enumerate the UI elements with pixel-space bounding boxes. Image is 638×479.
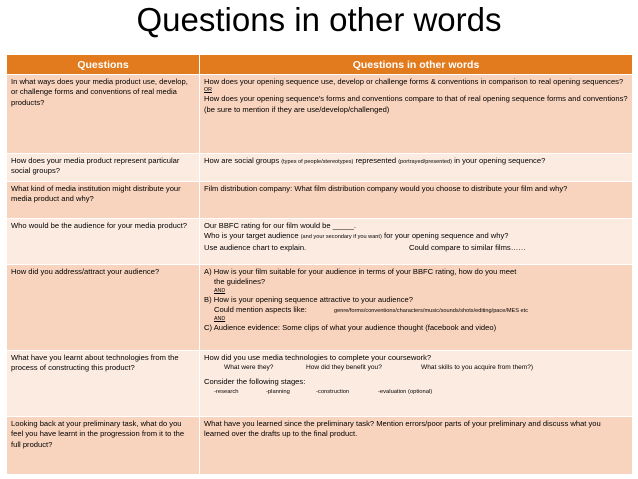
question-cell: How does your media product represent particular social groups? bbox=[7, 154, 200, 182]
rephrase-cell: Film distribution company: What film distribution company would you choose to distribute your film and why? bbox=[200, 182, 633, 219]
sub-question: What were they? bbox=[224, 364, 274, 372]
questions-table bbox=[6, 54, 633, 475]
and-label: AND bbox=[214, 316, 226, 323]
rephrase-text: Who is your target audience bbox=[204, 231, 299, 241]
rephrase-text: the guidelines? bbox=[214, 277, 266, 287]
rephrase-text: Use audience chart to explain. bbox=[204, 242, 307, 252]
question-cell: Who would be the audience for your media product? bbox=[7, 219, 200, 265]
table-row bbox=[7, 351, 633, 417]
rephrase-cell bbox=[200, 265, 633, 351]
rephrase-text: Our BBFC rating for our film would be _____. bbox=[204, 221, 356, 230]
question-cell: In what ways does your media product use, develop, or challenge forms and conventions of real media products? bbox=[7, 75, 200, 154]
or-label: OR bbox=[204, 87, 212, 94]
rephrase-text: Could mention aspects like: bbox=[214, 304, 307, 314]
table-row bbox=[7, 265, 633, 351]
rephrase-cell bbox=[200, 75, 633, 154]
sub-question: How did they benefit you? bbox=[306, 364, 382, 372]
rephrase-text: represented bbox=[355, 156, 397, 165]
table-header-row bbox=[7, 55, 633, 75]
slide-title: Questions in other words bbox=[136, 1, 502, 38]
question-cell: What have you learnt about technologies from the process of constructing this product? bbox=[7, 351, 200, 417]
rephrase-text: How does your opening sequence's forms and conventions compare to that of real opening sequence forms and conventions? (be sure to mention if they are use/develop/challenged) bbox=[204, 94, 628, 114]
table-row bbox=[7, 219, 633, 265]
header-questions-in-other-words: Questions in other words bbox=[200, 55, 633, 75]
stage-item: -research bbox=[214, 388, 239, 395]
rephrase-note: genre/forms/conventions/characters/music/sounds/shots/editing/pace/MES etc bbox=[334, 307, 529, 314]
table-row bbox=[7, 75, 633, 154]
rephrase-cell bbox=[200, 219, 633, 265]
rephrase-text: in your opening sequence? bbox=[454, 156, 546, 165]
table-row bbox=[7, 182, 633, 219]
rephrase-text: B) How is your opening sequence attractive to your audience? bbox=[204, 294, 413, 304]
table-row bbox=[7, 417, 633, 475]
sub-question: What skills to you acquire from them?) bbox=[421, 364, 534, 372]
rephrase-text: How does your opening sequence use, develop or challenge forms & conventions in comparison to real opening sequences? bbox=[204, 77, 624, 86]
rephrase-text: A) How is your film suitable for your audience in terms of your BBFC rating, how do you meet bbox=[204, 267, 517, 276]
rephrase-text: C) Audience evidence: Some clips of what your audience thought (facebook and video) bbox=[204, 323, 497, 333]
rephrase-cell bbox=[200, 351, 633, 417]
and-label: AND bbox=[214, 287, 226, 294]
rephrase-cell bbox=[200, 154, 633, 182]
rephrase-note: (portrayed/presented) bbox=[398, 159, 452, 165]
rephrase-note: (types of people/stereotypes) bbox=[281, 159, 354, 165]
header-questions: Questions bbox=[7, 55, 200, 75]
table-row bbox=[7, 154, 633, 182]
question-cell: What kind of media institution might distribute your media product and why? bbox=[7, 182, 200, 219]
question-cell: How did you address/attract your audience? bbox=[7, 265, 200, 351]
rephrase-note: (and your secondary if you want) bbox=[300, 234, 382, 241]
rephrase-text: How are social groups bbox=[204, 156, 280, 165]
rephrase-text: Consider the following stages: bbox=[204, 376, 306, 386]
rephrase-text: for your opening sequence and why? bbox=[383, 231, 509, 241]
stage-item: -evaluation (optional) bbox=[378, 388, 433, 395]
rephrase-text: How did you use media technologies to complete your coursework? bbox=[204, 353, 432, 362]
rephrase-cell: What have you learned since the preliminary task? Mention errors/poor parts of your preliminary and discuss what you learned over the drafts up to the final product. bbox=[200, 417, 633, 475]
stage-item: -construction bbox=[316, 388, 350, 395]
stage-item: -planning bbox=[266, 388, 290, 395]
question-cell: Looking back at your preliminary task, what do you feel you have learnt in the progression from it to the full product? bbox=[7, 417, 200, 475]
rephrase-text: Could compare to similar films…… bbox=[409, 242, 526, 252]
